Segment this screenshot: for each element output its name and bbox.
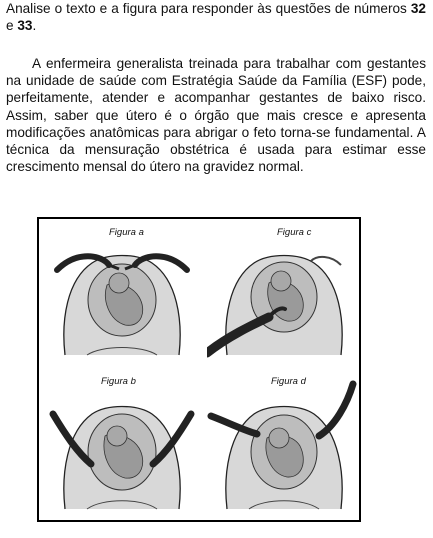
intro-end: . (32, 18, 37, 33)
intro-part1: Analise o texto e a figura para responder às questões de números (6, 1, 411, 16)
figure-c-illustration (207, 225, 357, 365)
intro-and: e (6, 18, 18, 33)
question-number-2: 33 (17, 18, 33, 33)
figure-b-illustration (47, 374, 197, 514)
figure-d-caption: Figura d (271, 376, 306, 387)
figure-d-panel (207, 374, 357, 514)
body-paragraph: A enfermeira generalista treinada para trabalhar com gestantes na unidade de saúde com Estratégia Saúde da Família (ESF) pode, perfeitamente, atender e acompanhar gestantes de baixo risco. Assim, saber que útero é o órgão que mais cresce e apresenta modificações anatômicas para abrigar o feto torna-se fundamental. A técnica da mensuração obstétrica é usada para estimar esse crescimento mensal do útero na gravidez normal. (6, 56, 426, 175)
figure-b-caption: Figura b (101, 376, 136, 387)
figure-c-caption: Figura c (277, 227, 312, 238)
figure-c-panel (207, 225, 357, 365)
figure-frame (37, 217, 361, 522)
figure-d-illustration (207, 374, 357, 514)
intro-text (6, 0, 426, 34)
figure-a-caption: Figura a (109, 227, 144, 238)
figure-a-panel (47, 225, 197, 365)
question-number-1: 32 (410, 1, 426, 16)
figure-b-panel (47, 374, 197, 514)
figure-a-illustration (47, 225, 197, 365)
